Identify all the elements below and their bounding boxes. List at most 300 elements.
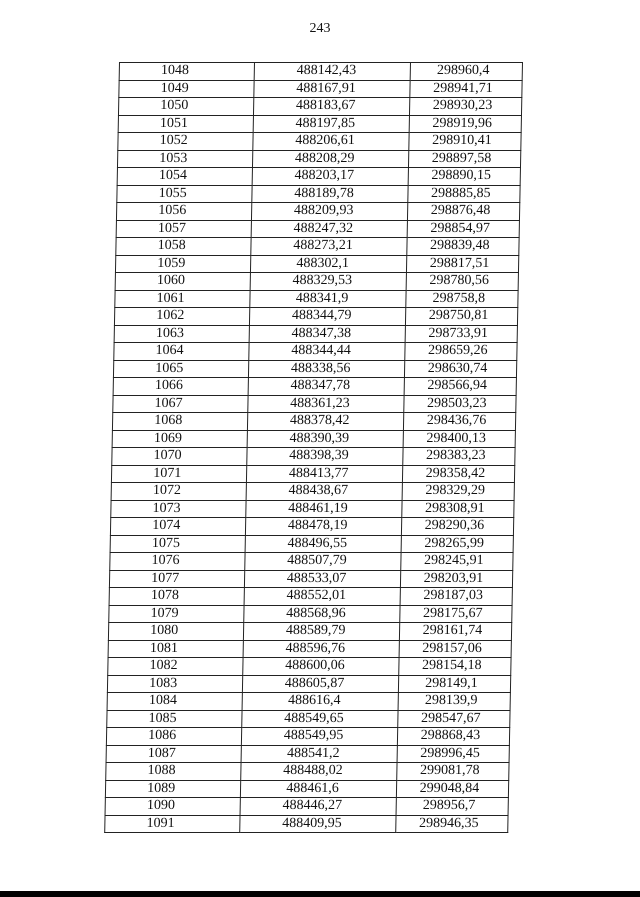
y-coordinate-cell-text: 298290,36 — [424, 518, 485, 534]
y-coordinate-cell-text: 298946,35 — [418, 815, 479, 831]
x-coordinate-cell — [245, 535, 401, 553]
point-number-cell-text: 1078 — [150, 588, 180, 604]
y-coordinate-cell-text: 298161,74 — [422, 623, 483, 639]
page-number: 243 — [309, 21, 331, 36]
x-coordinate-cell — [251, 255, 407, 273]
x-coordinate-cell-text: 488183,67 — [295, 98, 356, 114]
table-row — [113, 395, 516, 413]
x-coordinate-cell-text: 488142,43 — [296, 63, 357, 79]
x-coordinate-cell — [241, 745, 397, 763]
x-coordinate-cell-text: 488341,9 — [295, 290, 349, 306]
x-coordinate-cell — [250, 290, 406, 308]
table-row — [117, 150, 520, 168]
point-number-cell — [108, 640, 244, 658]
point-number-cell — [112, 413, 248, 431]
y-coordinate-cell — [409, 115, 522, 133]
point-number-cell-text: 1071 — [153, 465, 182, 481]
x-coordinate-cell — [253, 150, 409, 168]
point-number-cell — [113, 378, 249, 396]
point-number-cell — [108, 658, 244, 676]
table-row — [106, 763, 509, 781]
x-coordinate-cell-text: 488600,06 — [285, 658, 345, 674]
x-coordinate-cell — [247, 430, 403, 448]
y-coordinate-cell — [400, 570, 513, 588]
x-coordinate-cell-text: 488446,27 — [282, 798, 343, 814]
x-coordinate-cell — [251, 238, 407, 256]
y-coordinate-cell-text: 298547,67 — [420, 710, 481, 726]
point-number-cell-text: 1072 — [152, 483, 182, 499]
x-coordinate-cell-text: 488541,2 — [286, 745, 340, 761]
y-coordinate-cell-text: 298839,48 — [429, 238, 490, 254]
y-coordinate-cell — [405, 308, 518, 326]
point-number-cell — [111, 465, 247, 483]
y-coordinate-cell — [396, 780, 509, 798]
y-coordinate-cell — [400, 588, 513, 606]
table-row — [107, 710, 510, 728]
point-number-cell — [112, 430, 248, 448]
table-row — [105, 815, 508, 833]
table-row — [106, 728, 509, 746]
x-coordinate-cell-text: 488413,77 — [288, 465, 349, 481]
point-number-cell — [114, 325, 250, 343]
point-number-cell — [115, 273, 251, 291]
y-coordinate-cell-text: 298157,06 — [422, 640, 483, 656]
point-number-cell-text: 1051 — [159, 115, 189, 131]
x-coordinate-cell-text: 488461,19 — [288, 500, 348, 516]
y-coordinate-cell-text: 298139,9 — [424, 693, 478, 709]
table-row — [119, 80, 522, 98]
y-coordinate-cell-text: 298659,26 — [427, 343, 488, 359]
point-number-cell — [114, 308, 250, 326]
table-row — [115, 255, 518, 273]
y-coordinate-cell-text: 298876,48 — [430, 203, 491, 219]
y-coordinate-cell — [402, 500, 515, 518]
point-number-cell-text: 1049 — [160, 80, 189, 96]
y-coordinate-cell — [406, 273, 519, 291]
y-coordinate-cell — [408, 168, 521, 186]
point-number-cell — [115, 290, 251, 308]
table-row — [118, 133, 521, 151]
point-number-cell-text: 1076 — [151, 553, 180, 569]
table-row — [110, 553, 513, 571]
point-number-cell — [117, 185, 253, 203]
point-number-cell — [112, 448, 248, 466]
point-number-cell-text: 1066 — [154, 378, 184, 394]
y-coordinate-cell-text: 298329,29 — [425, 483, 486, 499]
y-coordinate-cell-text: 298996,45 — [420, 745, 481, 761]
point-number-cell-text: 1048 — [160, 63, 190, 79]
table-row — [108, 658, 511, 676]
point-number-cell — [117, 168, 253, 186]
y-coordinate-cell — [396, 815, 509, 833]
y-coordinate-cell — [404, 395, 517, 413]
table-row — [116, 203, 519, 221]
point-number-cell-text: 1064 — [155, 343, 184, 359]
y-coordinate-cell — [401, 553, 514, 571]
x-coordinate-cell — [253, 133, 409, 151]
y-coordinate-cell — [399, 623, 512, 641]
point-number-cell-text: 1075 — [151, 535, 181, 551]
y-coordinate-cell-text: 298817,51 — [429, 255, 490, 271]
y-coordinate-cell-text: 298187,03 — [423, 588, 484, 604]
y-coordinate-cell — [405, 343, 518, 361]
y-coordinate-cell-text: 298630,74 — [427, 360, 488, 376]
point-number-cell-text: 1081 — [149, 640, 179, 656]
point-number-cell — [108, 623, 244, 641]
y-coordinate-cell-text: 298245,91 — [423, 553, 484, 569]
y-coordinate-cell-text: 298897,58 — [431, 150, 492, 166]
x-coordinate-cell — [251, 220, 407, 238]
x-coordinate-cell-text: 488533,07 — [286, 570, 347, 586]
point-number-cell — [107, 693, 243, 711]
table-row — [109, 588, 512, 606]
x-coordinate-cell-text: 488361,23 — [290, 395, 350, 411]
y-coordinate-cell-text: 298383,23 — [425, 448, 486, 464]
point-number-cell — [118, 133, 254, 151]
y-coordinate-cell-text: 298750,81 — [428, 308, 489, 324]
point-number-cell-text: 1088 — [147, 763, 176, 779]
x-coordinate-cell — [245, 553, 401, 571]
x-coordinate-cell-text: 488197,85 — [295, 115, 356, 131]
x-coordinate-cell — [254, 63, 410, 81]
x-coordinate-cell-text: 488189,78 — [294, 185, 354, 201]
x-coordinate-cell-text: 488167,91 — [296, 80, 356, 96]
point-number-cell — [116, 220, 252, 238]
y-coordinate-cell — [398, 693, 511, 711]
y-coordinate-cell — [409, 133, 522, 151]
y-coordinate-cell-text: 299048,84 — [419, 780, 480, 796]
y-coordinate-cell — [403, 448, 516, 466]
x-coordinate-cell-text: 488208,29 — [294, 150, 355, 166]
y-coordinate-cell — [404, 378, 517, 396]
table-row — [115, 290, 518, 308]
y-coordinate-cell-text: 298941,71 — [432, 80, 493, 96]
x-coordinate-cell-text: 488605,87 — [284, 675, 345, 691]
point-number-cell-text: 1086 — [148, 728, 177, 744]
y-coordinate-cell — [405, 325, 518, 343]
x-coordinate-cell-text: 488378,42 — [289, 413, 350, 429]
point-number-cell-text: 1069 — [153, 430, 183, 446]
y-coordinate-cell-text: 298308,91 — [424, 500, 485, 516]
y-coordinate-cell-text: 298358,42 — [425, 465, 486, 481]
table-row — [117, 168, 520, 186]
point-number-cell — [113, 360, 249, 378]
table-row — [116, 220, 519, 238]
x-coordinate-cell — [250, 308, 406, 326]
point-number-cell — [105, 815, 241, 833]
table-row — [108, 623, 511, 641]
point-number-cell-text: 1079 — [150, 605, 179, 621]
y-coordinate-cell-text: 298868,43 — [420, 728, 481, 744]
y-coordinate-cell — [399, 658, 512, 676]
y-coordinate-cell-text: 298733,91 — [428, 325, 489, 341]
point-number-cell-text: 1091 — [146, 815, 175, 831]
y-coordinate-cell — [406, 255, 519, 273]
x-coordinate-cell-text: 488616,4 — [287, 693, 341, 709]
x-coordinate-cell — [243, 640, 399, 658]
point-number-cell-text: 1077 — [151, 570, 180, 586]
table-row — [113, 378, 516, 396]
x-coordinate-cell-text: 488329,53 — [292, 273, 353, 289]
point-number-cell-text: 1067 — [154, 395, 183, 411]
point-number-cell-text: 1070 — [153, 448, 182, 464]
x-coordinate-cell-text: 488461,6 — [286, 780, 339, 796]
x-coordinate-cell-text: 488338,56 — [290, 360, 351, 376]
y-coordinate-cell — [402, 465, 515, 483]
x-coordinate-cell — [246, 518, 402, 536]
table-row — [107, 693, 510, 711]
y-coordinate-cell-text: 298503,23 — [426, 395, 487, 411]
point-number-cell-text: 1055 — [158, 185, 187, 201]
y-coordinate-cell — [397, 763, 510, 781]
y-coordinate-cell-text: 298758,8 — [432, 290, 486, 306]
point-number-cell-text: 1082 — [149, 658, 178, 674]
y-coordinate-cell-text: 298919,96 — [432, 115, 493, 131]
x-coordinate-cell-text: 488398,39 — [289, 448, 349, 464]
point-number-cell-text: 1085 — [148, 710, 177, 726]
x-coordinate-cell-text: 488203,17 — [294, 168, 355, 184]
y-coordinate-cell — [407, 203, 520, 221]
y-coordinate-cell-text: 298930,23 — [432, 98, 493, 114]
y-coordinate-cell-text: 298436,76 — [426, 413, 487, 429]
y-coordinate-cell — [408, 150, 521, 168]
y-coordinate-cell-text: 298175,67 — [422, 605, 483, 621]
table-row — [110, 535, 513, 553]
point-number-cell-text: 1062 — [156, 308, 185, 324]
y-coordinate-cell — [399, 640, 512, 658]
x-coordinate-cell-text: 488302,1 — [296, 255, 350, 271]
y-coordinate-cell — [401, 535, 514, 553]
x-coordinate-cell-text: 488568,96 — [286, 605, 346, 621]
x-coordinate-cell — [244, 605, 400, 623]
point-number-cell — [115, 255, 251, 273]
table-row — [114, 308, 517, 326]
point-number-cell-text: 1060 — [156, 273, 186, 289]
y-coordinate-cell — [401, 518, 514, 536]
point-number-cell-text: 1084 — [148, 693, 178, 709]
point-number-cell-text: 1065 — [155, 360, 184, 376]
table-row — [105, 798, 508, 816]
point-number-cell — [106, 745, 242, 763]
y-coordinate-cell — [404, 360, 517, 378]
point-number-cell — [106, 763, 242, 781]
y-coordinate-cell — [400, 605, 513, 623]
table-row — [115, 273, 518, 291]
y-coordinate-cell — [410, 63, 523, 81]
y-coordinate-cell — [408, 185, 521, 203]
x-coordinate-cell-text: 488549,95 — [283, 728, 344, 744]
y-coordinate-cell — [398, 710, 511, 728]
table-row — [116, 238, 519, 256]
point-number-cell-text: 1083 — [149, 675, 178, 691]
point-number-cell-text: 1056 — [158, 203, 187, 219]
x-coordinate-cell — [250, 273, 406, 291]
y-coordinate-cell-text: 298265,99 — [424, 535, 485, 551]
x-coordinate-cell-text: 488438,67 — [288, 483, 349, 499]
y-coordinate-cell — [406, 290, 519, 308]
point-number-cell — [118, 115, 254, 133]
table-row — [112, 413, 515, 431]
x-coordinate-cell — [242, 693, 398, 711]
y-coordinate-cell-text: 298910,41 — [431, 133, 492, 149]
table-row — [113, 360, 516, 378]
y-coordinate-cell-text: 298890,15 — [431, 168, 492, 184]
point-number-cell — [105, 798, 241, 816]
x-coordinate-cell-text: 488596,76 — [285, 640, 346, 656]
table-row — [114, 325, 517, 343]
x-coordinate-cell-text: 488478,19 — [287, 518, 348, 534]
x-coordinate-cell-text: 488209,93 — [293, 203, 354, 219]
point-number-cell — [114, 343, 250, 361]
x-coordinate-cell — [240, 815, 396, 833]
y-coordinate-cell — [407, 238, 520, 256]
table-row — [106, 745, 509, 763]
table-row — [105, 780, 508, 798]
y-coordinate-cell — [403, 430, 516, 448]
table-row — [111, 465, 514, 483]
x-coordinate-cell — [254, 80, 410, 98]
point-number-cell-text: 1073 — [152, 500, 181, 516]
point-number-cell-text: 1052 — [159, 133, 188, 149]
y-coordinate-cell-text: 298780,56 — [429, 273, 490, 289]
point-number-cell — [118, 98, 254, 116]
x-coordinate-cell — [246, 483, 402, 501]
point-number-cell — [109, 605, 245, 623]
x-coordinate-cell-text: 488347,38 — [291, 325, 352, 341]
x-coordinate-cell — [249, 325, 405, 343]
x-coordinate-cell-text: 488589,79 — [285, 623, 346, 639]
point-number-cell — [110, 553, 246, 571]
x-coordinate-cell-text: 488488,02 — [283, 763, 343, 779]
point-number-cell-text: 1057 — [157, 220, 187, 236]
y-coordinate-cell — [397, 728, 510, 746]
table-row — [112, 448, 515, 466]
table-row — [107, 675, 510, 693]
point-number-cell-text: 1058 — [157, 238, 186, 254]
y-coordinate-cell-text: 298154,18 — [421, 658, 482, 674]
scan-bottom-edge — [0, 891, 640, 897]
x-coordinate-cell — [249, 343, 405, 361]
x-coordinate-cell-text: 488344,79 — [291, 308, 352, 324]
point-number-cell — [109, 570, 245, 588]
table-row — [111, 483, 514, 501]
table-row — [112, 430, 515, 448]
y-coordinate-cell-text: 298400,13 — [426, 430, 487, 446]
point-number-cell — [119, 80, 255, 98]
point-number-cell-text: 1063 — [155, 325, 185, 341]
point-number-cell-text: 1074 — [152, 518, 181, 534]
point-number-cell-text: 1053 — [159, 150, 188, 166]
x-coordinate-cell — [248, 413, 404, 431]
point-number-cell — [117, 150, 253, 168]
point-number-cell — [116, 238, 252, 256]
x-coordinate-cell — [249, 360, 405, 378]
x-coordinate-cell-text: 488347,78 — [290, 378, 351, 394]
y-coordinate-cell-text: 298854,97 — [430, 220, 491, 236]
x-coordinate-cell — [254, 98, 410, 116]
table-row — [114, 343, 517, 361]
point-number-cell-text: 1054 — [158, 168, 188, 184]
y-coordinate-cell — [402, 483, 515, 501]
x-coordinate-cell-text: 488206,61 — [295, 133, 355, 149]
y-coordinate-cell — [396, 798, 509, 816]
x-coordinate-cell — [242, 710, 398, 728]
y-coordinate-cell — [398, 675, 511, 693]
point-number-cell — [111, 500, 247, 518]
x-coordinate-cell — [240, 798, 396, 816]
table-row — [118, 115, 521, 133]
x-coordinate-cell — [247, 448, 403, 466]
y-coordinate-cell-text: 298149,1 — [425, 675, 478, 691]
table-row — [118, 98, 521, 116]
y-coordinate-cell — [410, 80, 523, 98]
x-coordinate-cell — [248, 395, 404, 413]
y-coordinate-cell-text: 298960,4 — [436, 63, 490, 79]
x-coordinate-cell — [241, 780, 397, 798]
y-coordinate-cell — [409, 98, 522, 116]
x-coordinate-cell — [243, 658, 399, 676]
point-number-cell — [113, 395, 249, 413]
x-coordinate-cell — [245, 570, 401, 588]
point-number-cell — [110, 535, 246, 553]
x-coordinate-cell-text: 488344,44 — [291, 343, 351, 359]
table-row — [110, 518, 513, 536]
x-coordinate-cell — [248, 378, 404, 396]
point-number-cell-text: 1090 — [146, 798, 176, 814]
x-coordinate-cell-text: 488549,65 — [284, 710, 344, 726]
x-coordinate-cell-text: 488247,32 — [293, 220, 354, 236]
table-row — [117, 185, 520, 203]
point-number-cell — [110, 518, 246, 536]
x-coordinate-cell — [253, 115, 409, 133]
y-coordinate-cell-text: 299081,78 — [419, 763, 480, 779]
x-coordinate-cell-text: 488496,55 — [287, 535, 348, 551]
point-number-cell-text: 1050 — [160, 98, 189, 114]
point-number-cell — [107, 710, 243, 728]
y-coordinate-cell-text: 298566,94 — [427, 378, 488, 394]
x-coordinate-cell — [247, 465, 403, 483]
point-number-cell-text: 1087 — [147, 745, 177, 761]
x-coordinate-cell — [241, 763, 397, 781]
coordinates-table — [104, 62, 523, 833]
table-row — [109, 605, 512, 623]
x-coordinate-cell-text: 488273,21 — [293, 238, 353, 254]
point-number-cell — [119, 63, 255, 81]
point-number-cell — [105, 780, 241, 798]
coordinates-table-body — [105, 63, 523, 833]
point-number-cell — [111, 483, 247, 501]
x-coordinate-cell — [246, 500, 402, 518]
y-coordinate-cell-text: 298956,7 — [422, 798, 476, 814]
x-coordinate-cell — [252, 168, 408, 186]
point-number-cell-text: 1068 — [154, 413, 183, 429]
table-row — [109, 570, 512, 588]
x-coordinate-cell — [244, 623, 400, 641]
x-coordinate-cell-text: 488507,79 — [287, 553, 347, 569]
point-number-cell — [116, 203, 252, 221]
point-number-cell-text: 1061 — [156, 290, 185, 306]
x-coordinate-cell — [242, 728, 398, 746]
point-number-cell — [106, 728, 242, 746]
table-row — [111, 500, 514, 518]
x-coordinate-cell — [243, 675, 399, 693]
point-number-cell-text: 1059 — [157, 255, 186, 271]
point-number-cell — [109, 588, 245, 606]
table-row — [119, 63, 522, 81]
table-row — [108, 640, 511, 658]
x-coordinate-cell-text: 488409,95 — [282, 815, 342, 831]
y-coordinate-cell — [403, 413, 516, 431]
